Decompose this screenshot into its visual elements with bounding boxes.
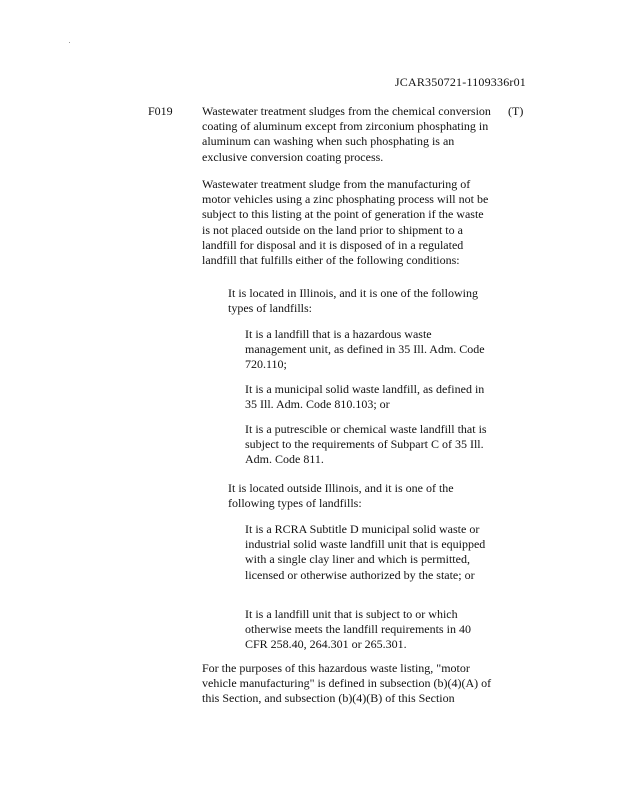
- waste-code: F019: [148, 104, 173, 118]
- landfill-type-item: It is a RCRA Subtitle D municipal solid waste or industrial solid waste landfill unit that is equipped with a single clay liner and which is permitted, licensed or otherwise authorized by the state; or: [245, 522, 486, 582]
- hazard-code: (T): [508, 104, 524, 118]
- landfill-type-item: It is a landfill that is a hazardous waste management unit, as defined in 35 Ill. Adm. Code 720.110;: [245, 327, 485, 372]
- definition-paragraph: For the purposes of this hazardous waste listing, "motor vehicle manufacturing" is defined in subsection (b)(4)(A) of this Section, and subsection (b)(4)(B) of this Section: [202, 661, 492, 706]
- condition-outside-illinois: It is located outside Illinois, and it is one of the following types of landfills:: [228, 481, 454, 511]
- description-paragraph: Wastewater treatment sludges from the chemical conversion coating of aluminum except from zirconium phosphating in aluminum can washing when such phosphating is an exclusive conversion coating process.: [202, 104, 491, 164]
- landfill-type-item: It is a landfill unit that is subject to or which otherwise meets the landfill requirements in 40 CFR 258.40, 264.301 or 265.301.: [245, 607, 471, 652]
- document-id-header: JCAR350721-1109336r01: [394, 75, 526, 89]
- scan-speck: [69, 42, 70, 43]
- landfill-type-item: It is a putrescible or chemical waste landfill that is subject to the requirements of Subpart C of 35 Ill. Adm. Code 811.: [245, 422, 487, 467]
- landfill-type-item: It is a municipal solid waste landfill, as defined in 35 Ill. Adm. Code 810.103; or: [245, 382, 485, 412]
- exemption-paragraph: Wastewater treatment sludge from the manufacturing of motor vehicles using a zinc phosphating process will not be subject to this listing at the point of generation if the waste is not placed outside on the land prior to shipment to a landfill for disposal and it is disposed of in a regulated landfill that fulfills either of the following conditions:: [202, 177, 489, 268]
- condition-illinois: It is located in Illinois, and it is one of the following types of landfills:: [228, 286, 478, 316]
